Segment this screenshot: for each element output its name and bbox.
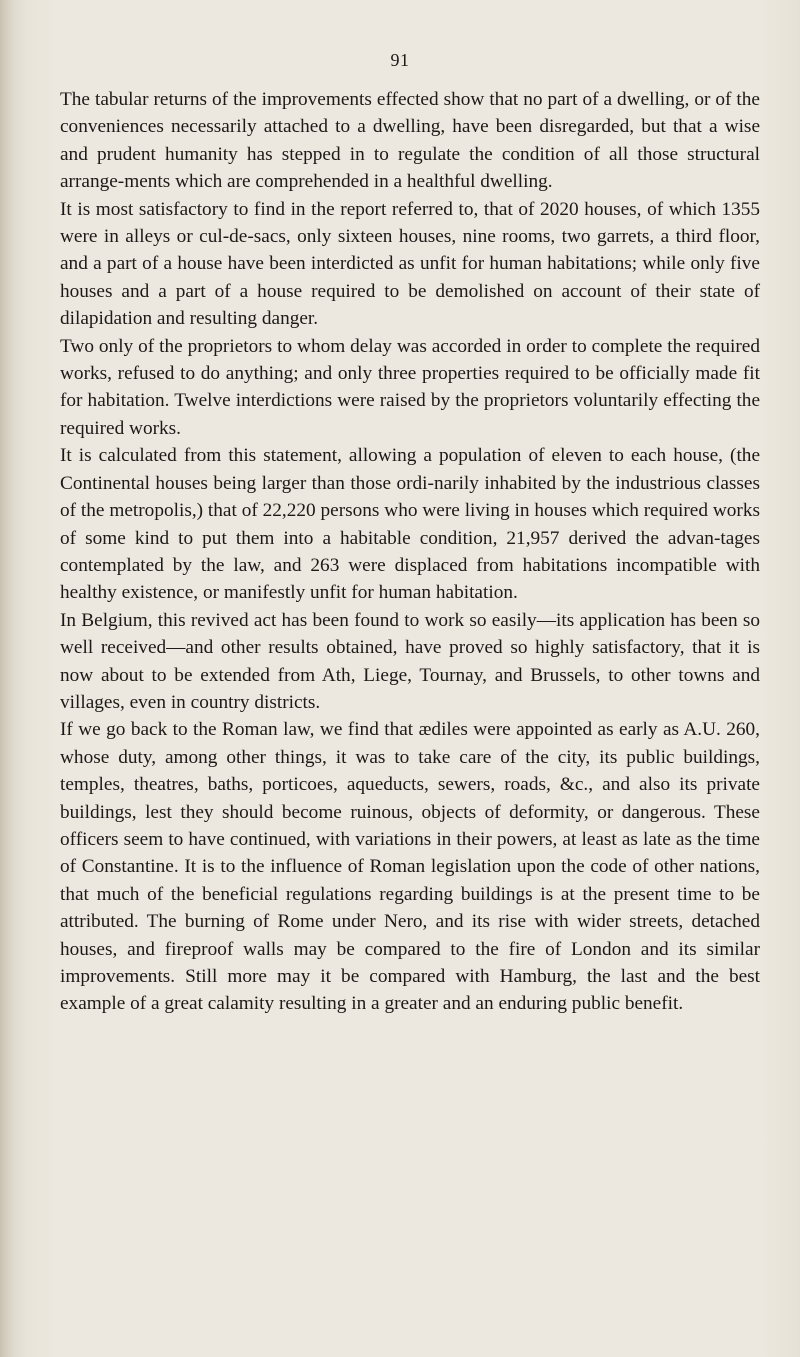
page-number: 91	[390, 50, 410, 70]
spine-shadow	[0, 0, 14, 1357]
paragraph-6: If we go back to the Roman law, we find that ædiles were appointed as early as A.U. 260, whose duty, among other things, it was to take care of the city, its public buildings, temples, theatres, baths, porticoes, aqueducts, sewers, roads, &c., and also its private buildings, lest they should become ruinous, objects of deformity, or dangerous. These officers seem to have continued, with variations in their powers, at least as late as the time of Constantine. It is to the influence of Roman legislation upon the code of other nations, that much of the beneficial regulations regarding buildings is at the present time to be attributed. The burning of Rome under Nero, and its rise with wider streets, detached houses, and fireproof walls may be compared to the fire of London and its similar improvements. Still more may it be compared with Hamburg, the last and the best example of a great calamity resulting in a greater and an enduring public benefit.	[60, 719, 760, 1015]
paragraph-4: It is calculated from this statement, allowing a population of eleven to each house, (the Continental houses being larger than those ordi-narily inhabited by the industrious classes of the metropolis,) that of 22,220 persons who were living in houses which required works of some kind to put them into a habitable condition, 21,957 derived the advan-tages contemplated by the law, and 263 were displaced from habitations incompatible with healthy existence, or manifestly unfit for human habitation.	[60, 445, 760, 604]
paragraph-3: Two only of the proprietors to whom delay was accorded in order to complete the required works, refused to do anything; and only three properties required to be officially made fit for habitation. Twelve interdictions were raised by the proprietors voluntarily effecting the required works.	[60, 335, 760, 439]
body-text	[60, 86, 760, 1018]
paragraph-5: In Belgium, this revived act has been found to work so easily—its application has been so well received—and other results obtained, have proved so highly satisfactory, that it is now about to be extended from Ath, Liege, Tournay, and Brussels, to other towns and villages, even in country districts.	[60, 609, 760, 713]
paragraph-2: It is most satisfactory to find in the report referred to, that of 2020 houses, of which 1355 were in alleys or cul-de-sacs, only sixteen houses, nine rooms, two garrets, a third floor, and a part of a house have been interdicted as unfit for human habitations; while only five houses and a part of a house required to be demolished on account of their state of dilapidation and resulting danger.	[60, 198, 760, 330]
paragraph-1: The tabular returns of the improvements effected show that no part of a dwelling, or of the conveniences necessarily attached to a dwelling, have been disregarded, but that a wise and prudent humanity has stepped in to regulate the condition of all those structural arrange-ments which are comprehended in a healthful dwelling.	[60, 89, 760, 193]
